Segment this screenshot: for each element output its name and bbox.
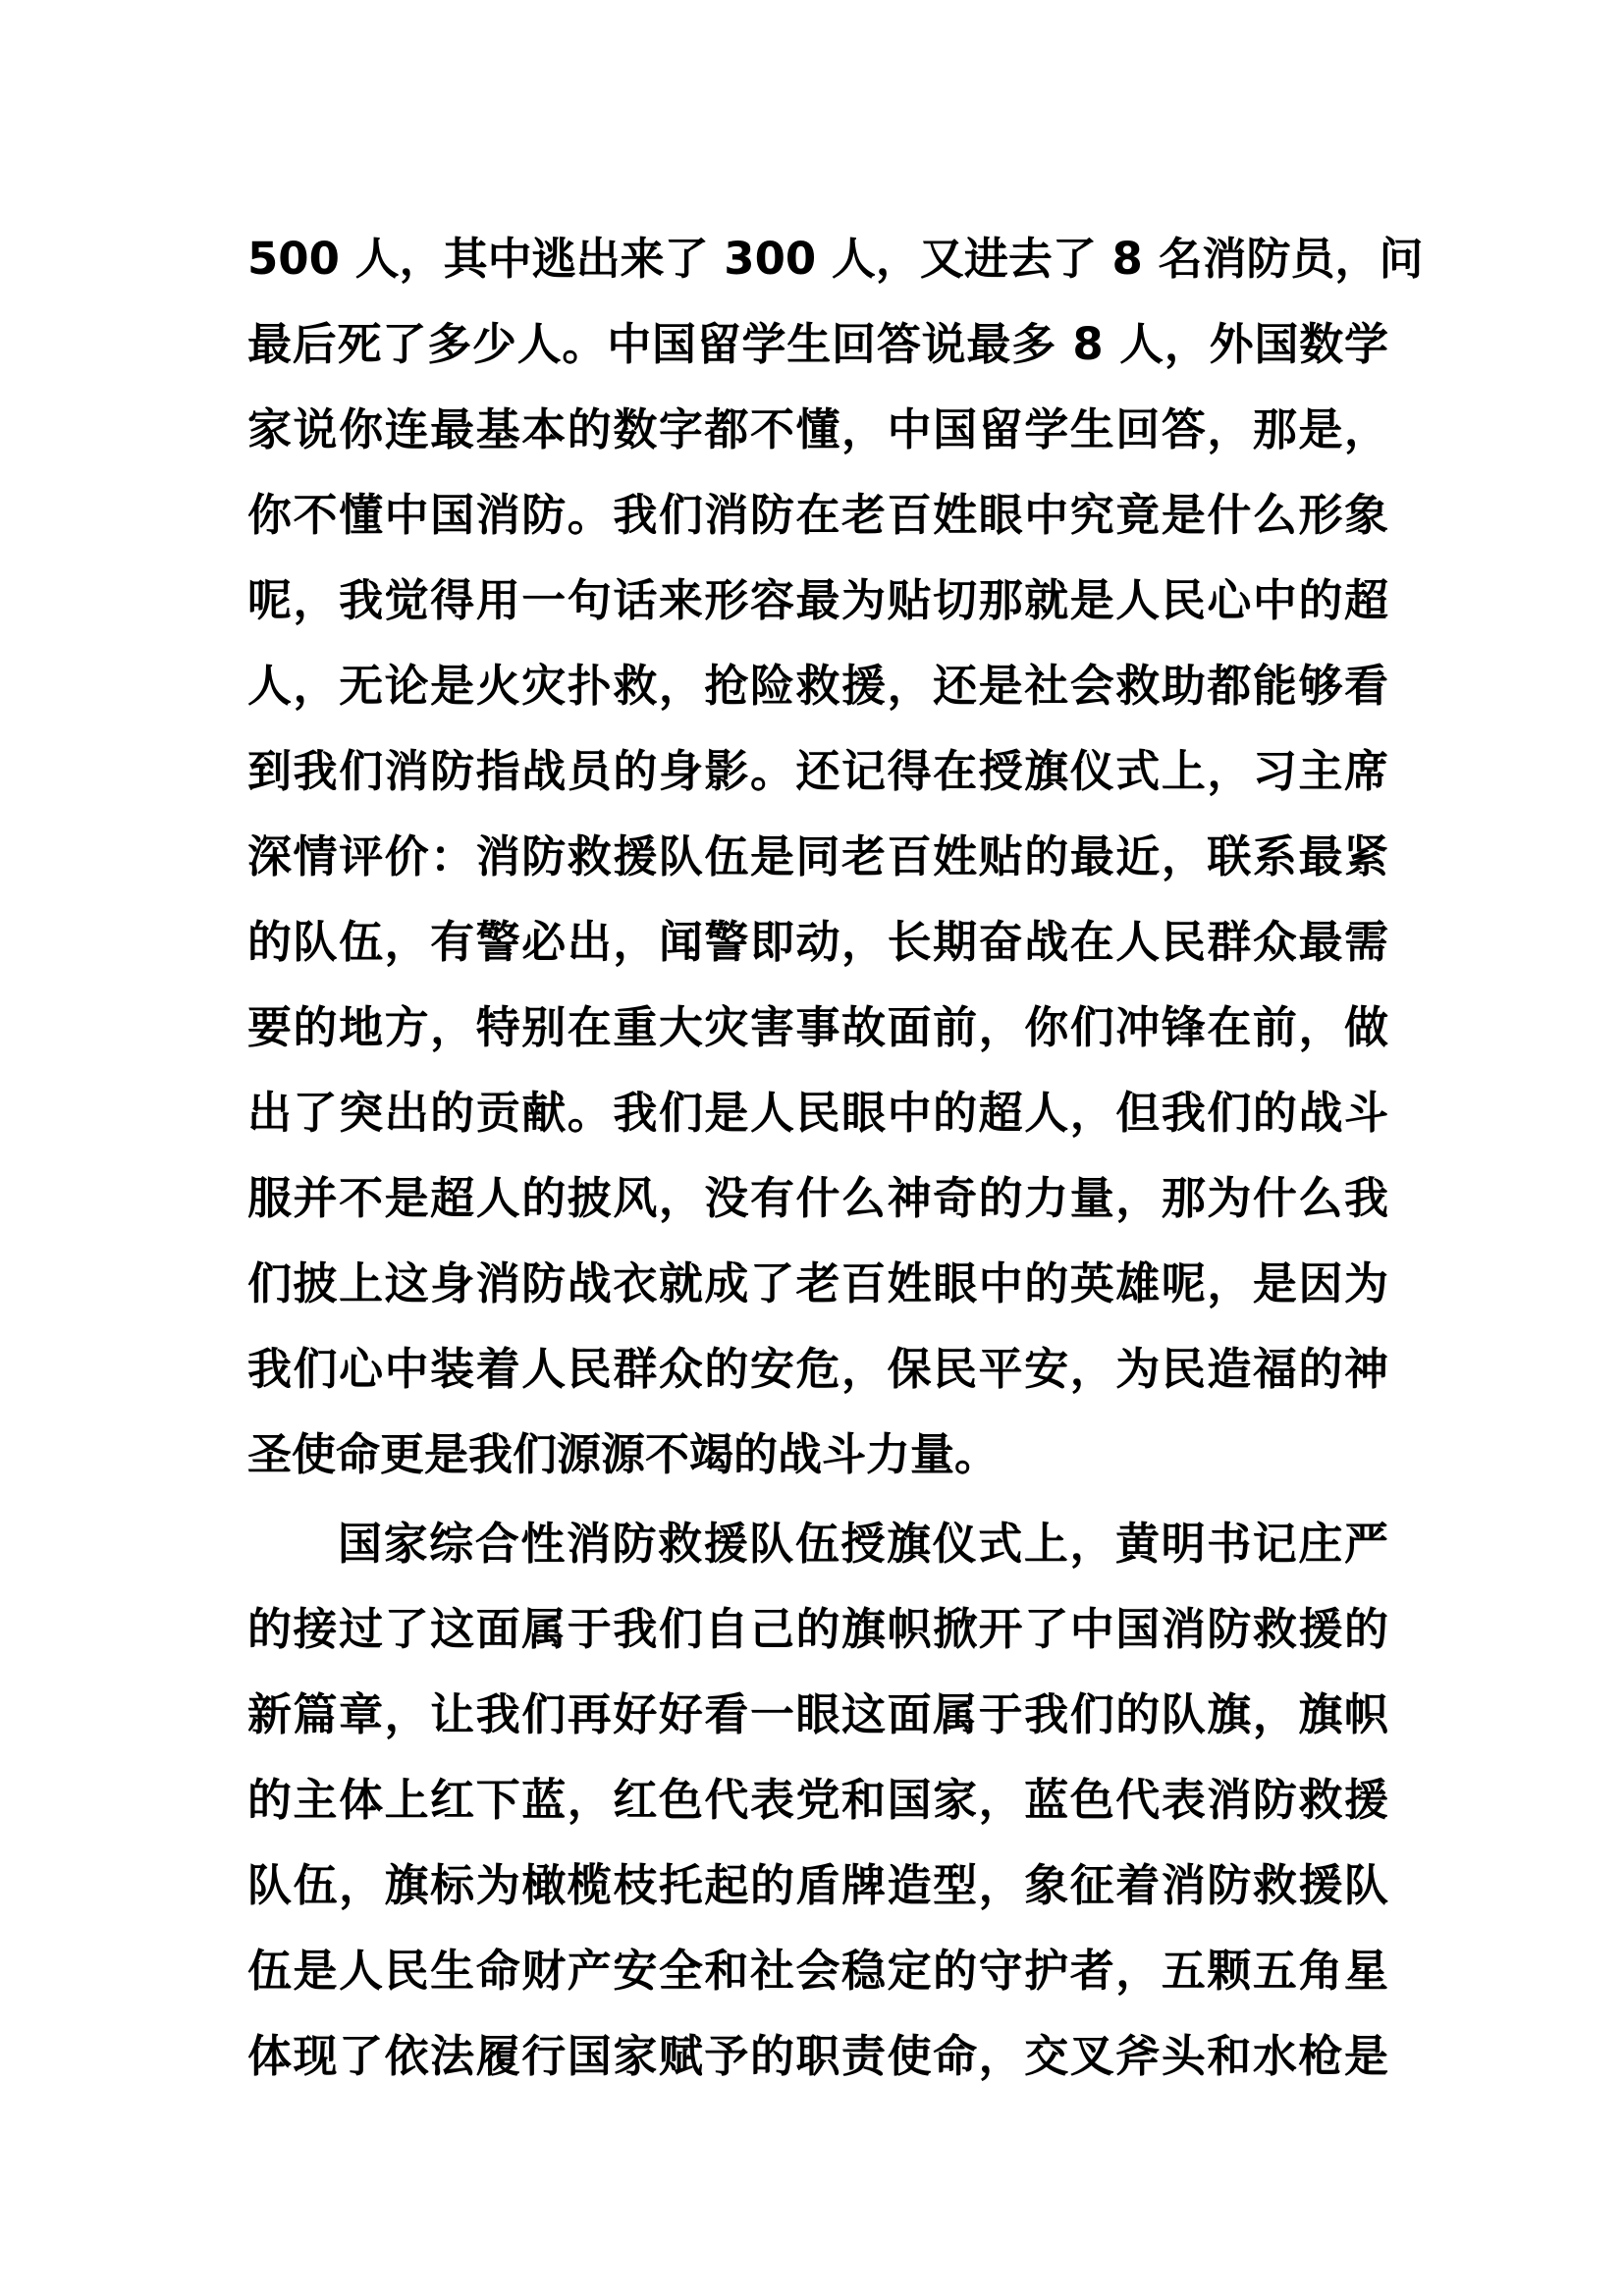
text-line: 的主体上红下蓝，红色代表党和国家，蓝色代表消防救援 [247,1774,1388,1826]
text-line: 服并不是超人的披风，没有什么神奇的力量，那为什么我 [247,1172,1388,1224]
paragraph-1 [247,216,1424,1497]
paragraph-2 [247,1501,1388,2099]
text-line: 新篇章，让我们再好好看一眼这面属于我们的队旗，旗帜 [247,1688,1388,1740]
text-line: 伍是人民生命财产安全和社会稳定的守护者，五颗五角星 [247,1945,1388,1997]
text-line: 人，无论是火灾扑救，抢险救援，还是社会救助都能够看 [247,660,1388,712]
text-line: 呢，我觉得用一句话来形容最为贴切那就是人民心中的超 [247,574,1388,626]
text-line: 体现了依法履行国家赋予的职责使命，交叉斧头和水枪是 [247,2030,1388,2082]
text-line: 最后死了多少人。中国留学生回答说最多 8 人，外国数学 [247,318,1388,370]
text-line: 我们心中装着人民群众的安危，保民平安，为民造福的神 [247,1343,1388,1395]
text-line: 500 人，其中逃出来了 300 人，又进去了 8 名消防员，问 [247,233,1424,285]
text-line: 要的地方，特别在重大灾害事故面前，你们冲锋在前，做 [247,1001,1388,1053]
text-line: 的接过了这面属于我们自己的旗帜掀开了中国消防救援的 [247,1603,1388,1655]
text-line: 到我们消防指战员的身影。还记得在授旗仪式上，习主席 [247,745,1388,797]
text-line: 你不懂中国消防。我们消防在老百姓眼中究竟是什么形象 [247,489,1388,541]
text-line: 深情评价：消防救援队伍是同老百姓贴的最近，联系最紧 [247,830,1388,882]
text-line: 出了突出的贡献。我们是人民眼中的超人，但我们的战斗 [247,1087,1388,1139]
document-page [247,216,1424,2099]
text-line: 家说你连最基本的数字都不懂，中国留学生回答，那是， [247,403,1388,455]
text-line: 的队伍，有警必出，闻警即动，长期奋战在人民群众最需 [247,916,1388,968]
text-line: 们披上这身消防战衣就成了老百姓眼中的英雄呢，是因为 [247,1257,1388,1309]
text-line: 国家综合性消防救援队伍授旗仪式上，黄明书记庄严 [338,1518,1388,1570]
text-line: 队伍，旗标为橄榄枝托起的盾牌造型，象征着消防救援队 [247,1859,1388,1911]
text-line: 圣使命更是我们源源不竭的战斗力量。 [247,1428,1000,1480]
